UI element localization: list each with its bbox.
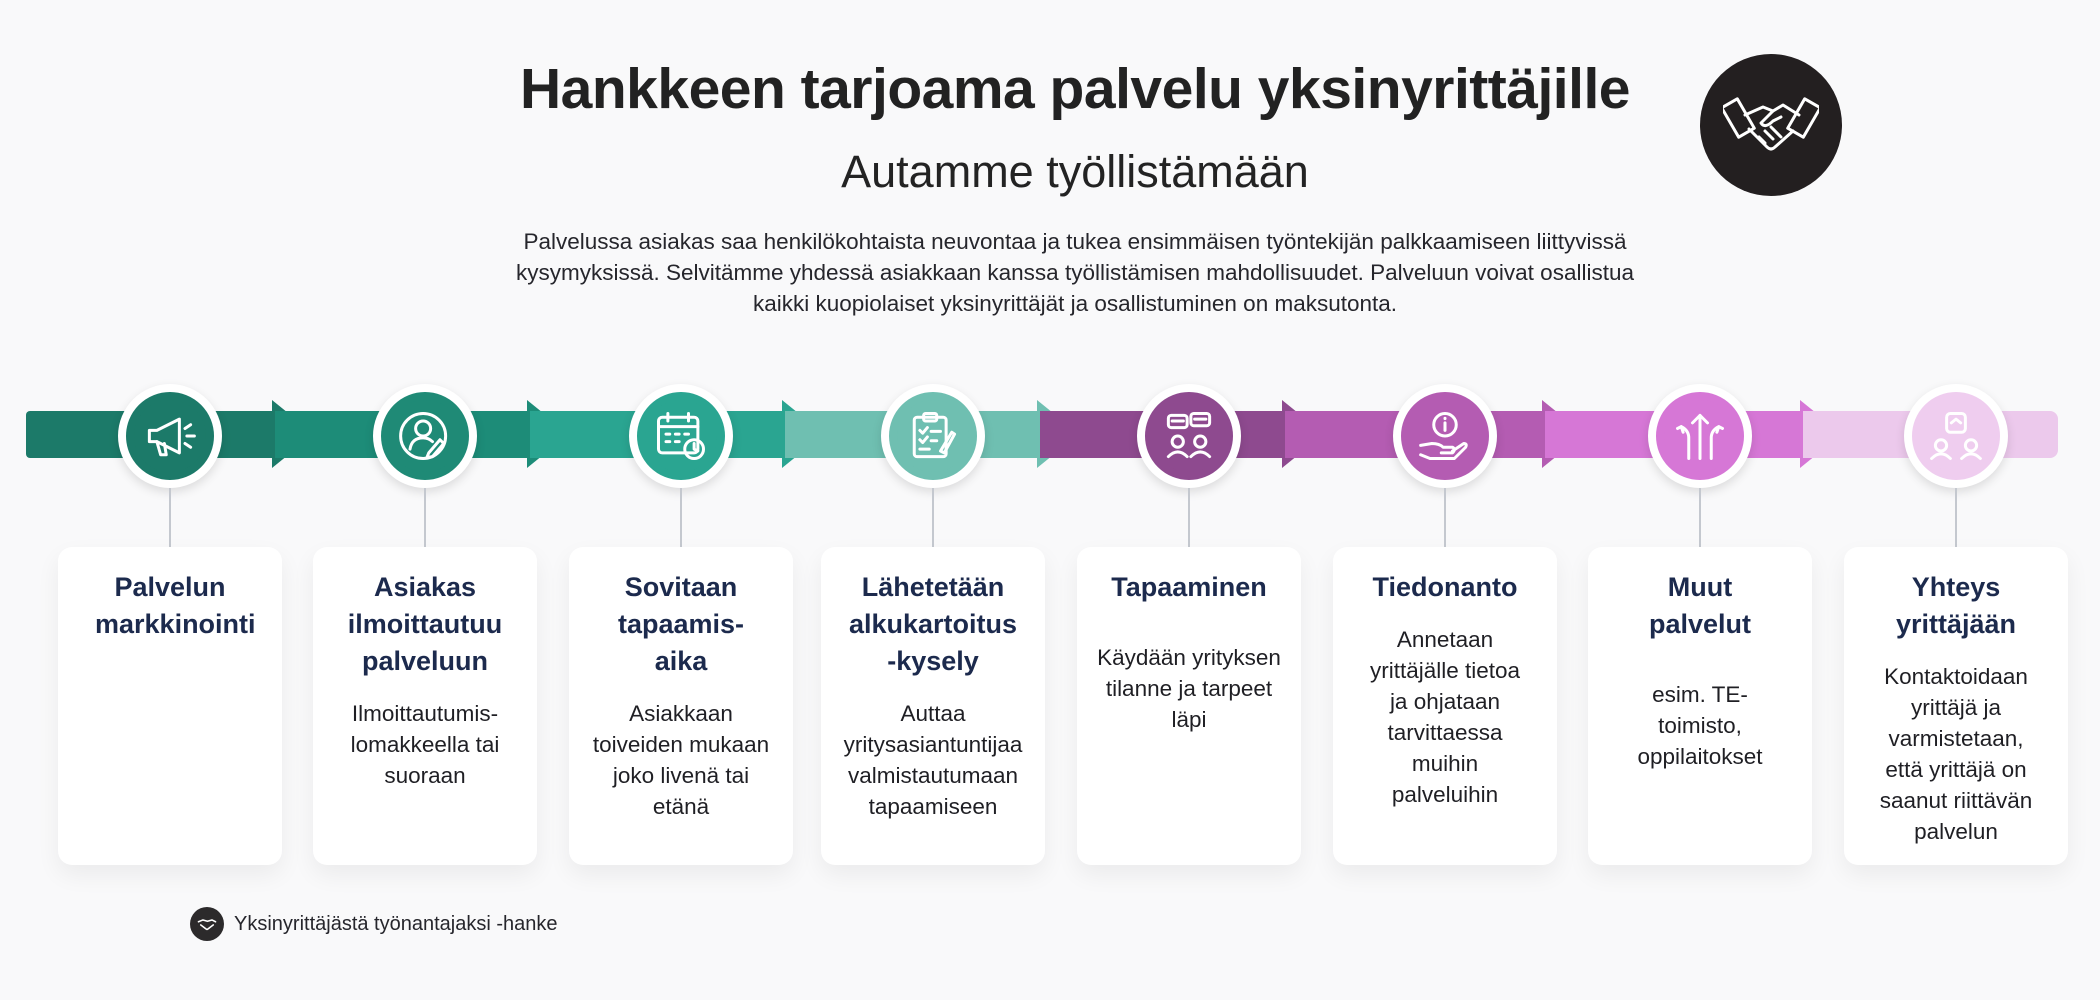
step-card (313, 547, 537, 865)
clipboard-icon (903, 406, 963, 466)
megaphone-icon (140, 406, 200, 466)
step-description: Asiakkaan toiveiden mukaan joko livenä tai etänä (592, 701, 770, 819)
handshake-icon (190, 907, 224, 941)
step-description: Annetaan yrittäjälle tietoa ja ohjataan tarvittaessa muihin palveluihin (1369, 627, 1521, 807)
page-subtitle: Autamme työllistämään (841, 146, 1309, 197)
connection-icon (1926, 406, 1986, 466)
step-title: Asiakas ilmoittautuu palveluun (347, 572, 503, 676)
step-connector (424, 488, 426, 548)
step-title: Muut palvelut (1648, 572, 1752, 639)
step-connector (932, 488, 934, 548)
info-hand-icon (1415, 406, 1475, 466)
step-description: Auttaa yritysasiantuntijaa valmistautumaan tapaamiseen (843, 701, 1023, 819)
step-description: Käydään yrityksen tilanne ja tarpeet läpi (1097, 645, 1281, 732)
step-card (1844, 547, 2068, 865)
step-description: Ilmoittautumis-lomakkeella tai suoraan (350, 701, 500, 788)
step-node (373, 384, 477, 488)
step-title: Sovitaan tapaamis-aika (617, 572, 745, 676)
step-node (881, 384, 985, 488)
step-title: Lähetetään alkukartoitus -kysely (848, 572, 1018, 676)
step-connector (169, 488, 171, 548)
step-node (1648, 384, 1752, 488)
meeting-icon (1159, 406, 1219, 466)
step-card (58, 547, 282, 865)
step-title: Tiedonanto (1372, 572, 1518, 602)
step-card (1588, 547, 1812, 865)
step-connector (1955, 488, 1957, 548)
step-description: esim. TE-toimisto, oppilaitokset (1637, 682, 1763, 769)
step-connector (1699, 488, 1701, 548)
step-card (1077, 547, 1301, 865)
step-connector (680, 488, 682, 548)
step-connector (1188, 488, 1190, 548)
step-card (1333, 547, 1557, 865)
step-title: Palvelun markkinointi (95, 572, 256, 639)
step-title: Tapaaminen (1111, 572, 1267, 602)
step-title: Yhteys yrittäjään (1895, 572, 2017, 639)
user-edit-icon (395, 406, 455, 466)
footer (190, 907, 558, 941)
page-title: Hankkeen tarjoama palvelu yksinyrittäjille (519, 57, 1630, 121)
calendar-clock-icon (651, 406, 711, 466)
footer-text: Yksinyrittäjästä työnantajaksi -hanke (234, 912, 558, 935)
arrows-icon (1670, 406, 1730, 466)
step-node (1137, 384, 1241, 488)
step-node (118, 384, 222, 488)
step-card (821, 547, 1045, 865)
page-description: Palvelussa asiakas saa henkilökohtaista neuvontaa ja tukea ensimmäisen työntekijän palkkaamiseen liittyvissä kysymyksissä. Selvitämme yhdessä asiakkaan kanssa työllistämisen mahdollisuudet. Palveluun voivat osallistua kaikki kuopiolaiset yksinyrittäjät ja osallistuminen on maksutonta. (515, 229, 1634, 316)
step-node (1904, 384, 2008, 488)
step-node (1393, 384, 1497, 488)
step-card (569, 547, 793, 865)
step-node (629, 384, 733, 488)
step-description: Kontaktoidaan yrittäjä ja varmistetaan, että yrittäjä on saanut riittävän palvelun (1879, 664, 2033, 844)
step-connector (1444, 488, 1446, 548)
